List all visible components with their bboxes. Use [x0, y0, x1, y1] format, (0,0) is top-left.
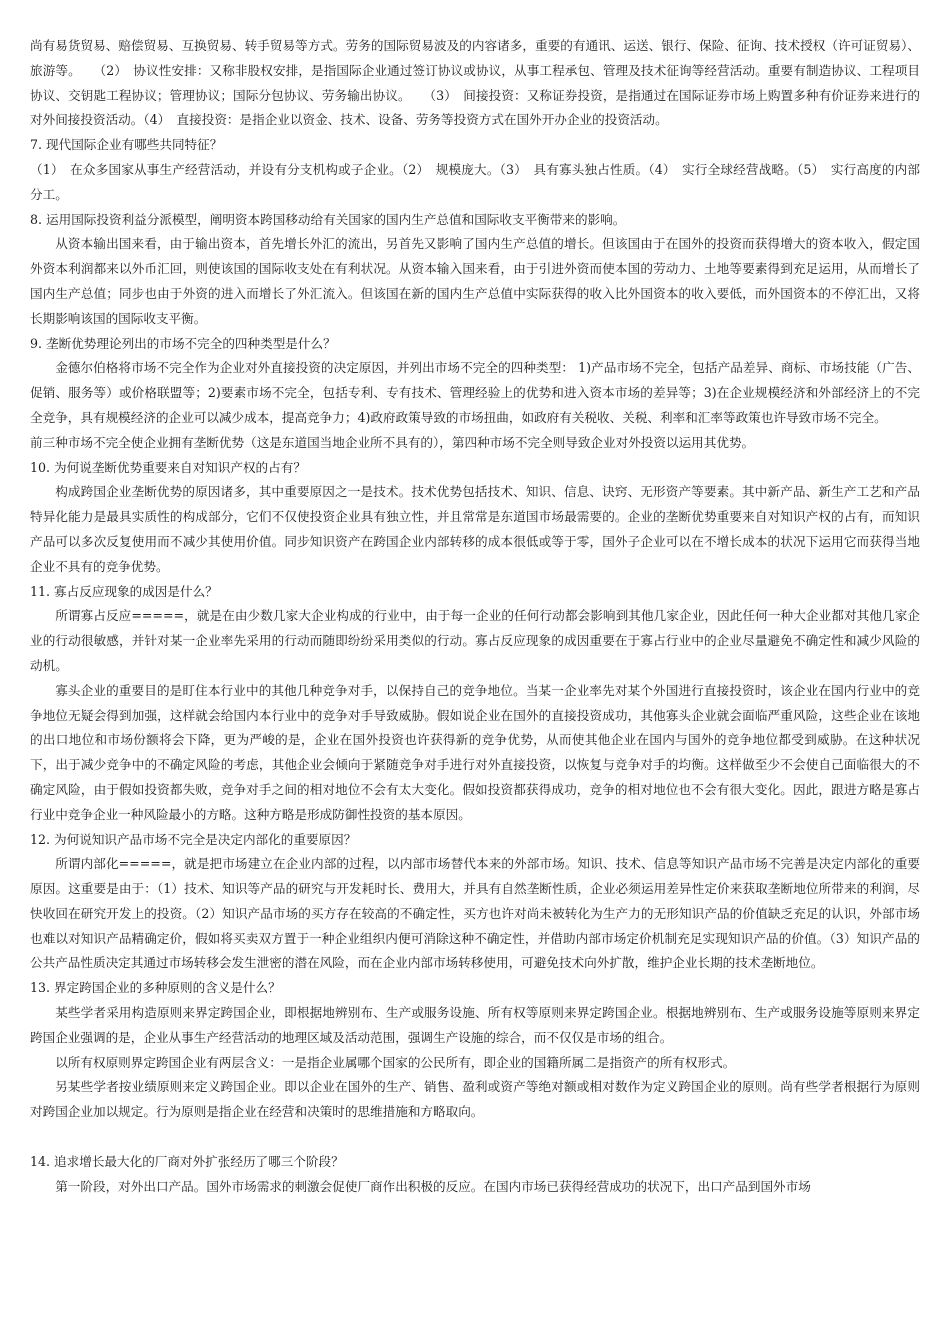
- paragraph: 金德尔伯格将市场不完全作为企业对外直接投资的决定原因，并列出市场不完全的四种类型： 1)产品市场不完全，包括产品差异、商标、市场技能（广告、促销、服务等）或价格联盟等；2)要素市场不完全，包括专利、专有技术、管理经验上的优势和进入资本市场的差异等；3)在企业规模经济和外部经济上的不完全竞争，具有规模经济的企业可以减少成本，提高竞争力；4)政府政策导致的市场扭曲，如政府有关税收、关税、利率和汇率等政策也许导致市场不完全。: [30, 360, 920, 425]
- paragraph: 另某些学者按业绩原则来定义跨国企业。即以企业在国外的生产、销售、盈利或资产等绝对额或相对数作为定义跨国企业的原则。尚有些学者根据行为原则对跨国企业加以规定。行为原则是指企业在经营和决策时的思维措施和方略取向。: [30, 1079, 920, 1120]
- question-heading: 10. 为何说垄断优势重要来自对知识产权的占有？: [30, 459, 306, 475]
- paragraph: 构成跨国企业垄断优势的原因诸多，其中重要原因之一是技术。技术优势包括技术、知识、信息、诀窍、无形资产等要素。其中新产品、新生产工艺和产品特异化能力是最具实质性的构成部分，它们不仅使投资企业具有独立性，并且常常是东道国市场最需要的。企业的垄断优势重要来自对知识产权的占有，而知识产品可以多次反复使用而不减少其使用价值。同步知识资产在跨国企业内部转移的成本很低或等于零，国外子企业可以在不增长成本的状况下运用它而获得当地企业不具有的竞争优势。: [30, 484, 920, 574]
- paragraph: 前三种市场不完全使企业拥有垄断优势（这是东道国当地企业所不具有的），第四种市场不完全则导致企业对外投资以运用其优势。: [30, 434, 755, 450]
- blank-line: [30, 1125, 920, 1150]
- paragraph: 某些学者采用构造原则来界定跨国企业，即根据地辨别布、生产或服务设施、所有权等原则来界定跨国企业。根据地辨别布、生产或服务设施等原则来界定跨国企业强调的是，企业从事生产经营活动的地理区域及活动范围，强调生产设施的综合，而不仅仅是市场的组合。: [30, 1005, 920, 1045]
- paragraph: 所谓寡占反应=====，就是在由少数几家大企业构成的行业中，由于每一企业的任何行动都会影响到其他几家企业，因此任何一种大企业都对其他几家企业的行动很敏感，并针对某一企业率先采用的行动而随即纷纷采用类似的行动。寡占反应现象的成因重要在于寡占行业中的企业尽量避免不确定性和减少风险的动机。: [30, 608, 920, 673]
- paragraph: 寡头企业的重要目的是盯住本行业中的其他几种竞争对手，以保持自己的竞争地位。当某一企业率先对某个外国进行直接投资时，该企业在国内行业中的竞争地位无疑会得到加强，这样就会给国内本行业中的竞争对手导致威胁。假如说企业在国外的直接投资成功，其他寡头企业就会面临严重风险，这些企业在该地的出口地位和市场份额将会下降，更为严峻的是，企业在国外投资也许获得新的竞争优势，从而使其他企业在国内与国外的竞争地位都受到威胁。在这种状况下，出于减少竞争中的不确定风险的考虑，其他企业会倾向于紧随竞争对手进行对外直接投资，以恢复与竞争对手的均衡。这样做至少不会使自己面临很大的不确定风险，由于假如投资都失败，竞争对手之间的相对地位不会有太大变化。假如投资都获得成功，竞争的相对地位也不会有很大变化。因此，跟进方略是寡占行业中竞争企业一种风险最小的方略。这种方略是形成防御性投资的基本原因。: [30, 682, 920, 822]
- question-heading: 12. 为何说知识产品市场不完全是决定内部化的重要原因？: [30, 831, 357, 847]
- question-heading: 13. 界定跨国企业的多种原则的含义是什么？: [30, 980, 281, 996]
- question-heading: 8. 运用国际投资利益分派模型，阐明资本跨国移动给有关国家的国内生产总值和国际收支平衡带来的影响。: [30, 211, 626, 227]
- question-heading: 11. 寡占反应现象的成因是什么？: [30, 583, 218, 599]
- paragraph: 尚有易货贸易、赔偿贸易、互换贸易、转手贸易等方式。劳务的国际贸易波及的内容诸多，重要的有通讯、运送、银行、保险、征询、技术授权（许可证贸易）、旅游等。 （2） 协议性安排：又称非股权安排，是指国际企业通过签订协议或协议，从事工程承包、管理及技术征询等经营活动。重要有制造协议、工程项目协议、交钥匙工程协议；管理协议；国际分包协议、劳务输出协议。 （3） 间接投资：又称证券投资，是指通过在国际证券市场上购置多种有价证券来进行的对外间接投资活动。（4） 直接投资：是指企业以资金、技术、设备、劳务等投资方式在国外开办企业的投资活动。: [30, 38, 920, 128]
- question-heading: 14. 追求增长最大化的厂商对外扩张经历了哪三个阶段？: [30, 1153, 344, 1169]
- paragraph: （1） 在众多国家从事生产经营活动，并设有分支机构或子企业。（2） 规模庞大。（3） 具有寡头独占性质。（4） 实行全球经营战略。（5） 实行高度的内部分工。: [30, 161, 920, 202]
- paragraph: 所谓内部化=====，就是把市场建立在企业内部的过程，以内部市场替代本来的外部市场。知识、技术、信息等知识产品市场不完善是决定内部化的重要原因。这重要是由于：（1）技术、知识等产品的研究与开发耗时长、费用大，并具有自然垄断性质，企业必须运用差异性定价来获取垄断地位所带来的利润，尽快收回在研究开发上的投资。（2）知识产品市场的买方存在较高的不确定性，买方也许对尚未被转化为生产力的无形知识产品的价值缺乏充足的认识，外部市场也难以对知识产品精确定价，假如将买卖双方置于一种企业组织内便可消除这种不确定性，并借助内部市场定价机制充足实现知识产品的价值。（3）知识产品的公共产品性质决定其通过市场转移会发生泄密的潜在风险，而在企业内部市场转移使用，可避免技术向外扩散，维护企业长期的技术垄断地位。: [30, 856, 920, 971]
- paragraph: 从资本输出国来看，由于输出资本，首先增长外汇的流出，另首先又影响了国内生产总值的增长。但该国由于在国外的投资而获得增大的资本收入，假定国外资本利润都来以外币汇回，则使该国的国际收支处在有利状况。从资本输入国来看，由于引进外资而使本国的劳动力、土地等要素得到充足运用，从而增长了国内生产总值；同步也由于外资的进入而增长了外汇流入。但该国在新的国内生产总值中实际获得的收入比外国资本的收入要低，而外国资本的不停汇出，又将长期影响该国的国际收支平衡。: [30, 236, 920, 326]
- paragraph: 第一阶段，对外出口产品。国外市场需求的刺激会促使厂商作出积极的反应。在国内市场已获得经营成功的状况下，出口产品到国外市场: [55, 1178, 811, 1194]
- question-heading: 7. 现代国际企业有哪些共同特征？: [30, 137, 223, 153]
- question-heading: 9. 垄断优势理论列出的市场不完全的四种类型是什么？: [30, 335, 336, 351]
- paragraph: 以所有权原则界定跨国企业有两层含义：一是指企业属哪个国家的公民所有，即企业的国籍所属二是指资产的所有权形式。: [55, 1054, 736, 1070]
